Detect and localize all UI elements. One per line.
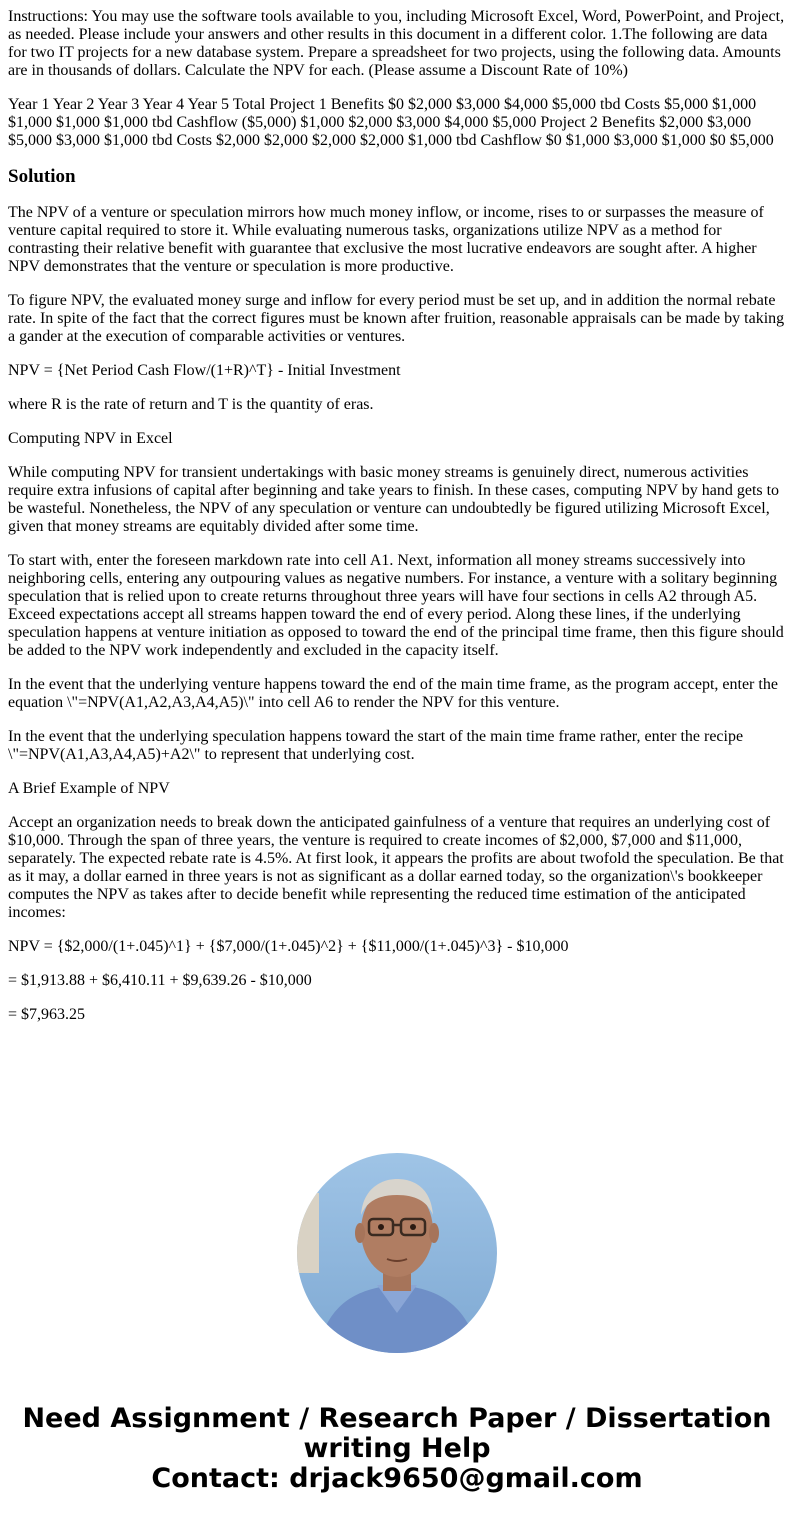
solution-heading: Solution [8, 166, 76, 187]
question-instructions: Instructions: You may use the software tools available to you, including Microsoft Excel, Word, PowerPoint, and Project, as needed. Please include your answers and other results in this document in a different color. 1.The following are data for two IT projects for a new database system. Prepare a spreadsheet for two projects, using the following data. Amounts are in thousands of dollars. Calculate the NPV for each. (Please assume a Discount Rate of 10%) [8, 8, 785, 79]
solution-paragraph: The NPV of a venture or speculation mirrors how much money inflow, or income, rises to or surpasses the measure of venture capital required to store it. While evaluating numerous tasks, organizations utilize NPV as a method for contrasting their relative benefit with guarantee that exclusive the most lucrative endeavors are sought after. A higher NPV demonstrates that the venture or speculation is more productive. [8, 204, 764, 275]
solution-paragraph: While computing NPV for transient undertakings with basic money streams is genuinely direct, numerous activities require extra infusions of capital after beginning and take years to finish. In these cases, computing NPV by hand gets to be wasteful. Nonetheless, the NPV of any speculation or venture can undoubtedly be figured utilizing Microsoft Excel, given that money streams are equitably divided after some time. [8, 464, 780, 535]
contact-email: Contact: drjack9650@gmail.com [151, 1463, 643, 1494]
solution-paragraph: where R is the rate of return and T is the quantity of eras. [8, 396, 374, 413]
solution-paragraph: In the event that the underlying venture happens toward the end of the main time frame, as the program accept, enter the equation \"=NPV(A1,A2,A3,A4,A5)\" into cell A6 to render the NPV for this venture. [8, 676, 778, 711]
question-data-table-text: Year 1 Year 2 Year 3 Year 4 Year 5 Total Project 1 Benefits $0 $2,000 $3,000 $4,000 $5,000 tbd Costs $5,000 $1,000 $1,000 $1,000 $1,000 tbd Cashflow ($5,000) $1,000 $2,000 $3,000 $4,000 $5,000 Project 2 Benefits $2,000 $3,000 $5,000 $3,000 $1,000 tbd Costs $2,000 $2,000 $2,000 $2,000 $1,000 tbd Cashflow $0 $1,000 $3,000 $1,000 $0 $5,000 [8, 96, 774, 149]
promo-banner [0, 1404, 794, 1494]
author-avatar [297, 1153, 497, 1353]
example-formula: NPV = {$2,000/(1+.045)^1} + {$7,000/(1+.045)^2} + {$11,000/(1+.045)^3} - $10,000 [8, 938, 569, 955]
solution-paragraph: In the event that the underlying speculation happens toward the start of the main time frame rather, enter the recipe \"=NPV(A1,A3,A4,A5)+A2\" to represent that underlying cost. [8, 728, 744, 763]
npv-formula: NPV = {Net Period Cash Flow/(1+R)^T} - Initial Investment [8, 362, 401, 379]
promo-line: Need Assignment / Research Paper / Dissertation [22, 1403, 772, 1434]
solution-paragraph: To start with, enter the foreseen markdown rate into cell A1. Next, information all money streams successively into neighboring cells, entering any outpouring values as negative numbers. For instance, a venture with a solitary beginning speculation that is relied upon to create returns throughout three years will have four sections in cells A2 through A5. Exceed expectations accept all streams happen toward the end of every period. Along these lines, if the underlying speculation happens at venture initiation as opposed to toward the end of the principal time frame, then this figure should be added to the NPV work independently and excluded in the capacity itself. [8, 552, 784, 659]
section-title-example: A Brief Example of NPV [8, 780, 170, 797]
example-result: = $7,963.25 [8, 1006, 86, 1023]
solution-paragraph: Accept an organization needs to break down the anticipated gainfulness of a venture that requires an underlying cost of $10,000. Through the span of three years, the venture is required to create incomes of $2,000, $7,000 and $11,000, separately. The expected rebate rate is 4.5%. At first look, it appears the profits are about twofold the speculation. Be that as it may, a dollar earned in three years is not as significant as a dollar earned today, so the organization\'s bookkeeper computes the NPV as takes after to decide benefit while representing the reduced time estimation of the anticipated incomes: [8, 814, 784, 921]
example-calculation: = $1,913.88 + $6,410.11 + $9,639.26 - $10,000 [8, 972, 312, 989]
document-body [8, 8, 786, 1040]
promo-line: writing Help [303, 1433, 491, 1464]
solution-paragraph: To figure NPV, the evaluated money surge and inflow for every period must be set up, and in addition the normal rebate rate. In spite of the fact that the correct figures must be known after fruition, reasonable appraisals can be made by taking a gander at the execution of comparable activities or ventures. [8, 292, 785, 345]
section-title-excel: Computing NPV in Excel [8, 430, 173, 447]
